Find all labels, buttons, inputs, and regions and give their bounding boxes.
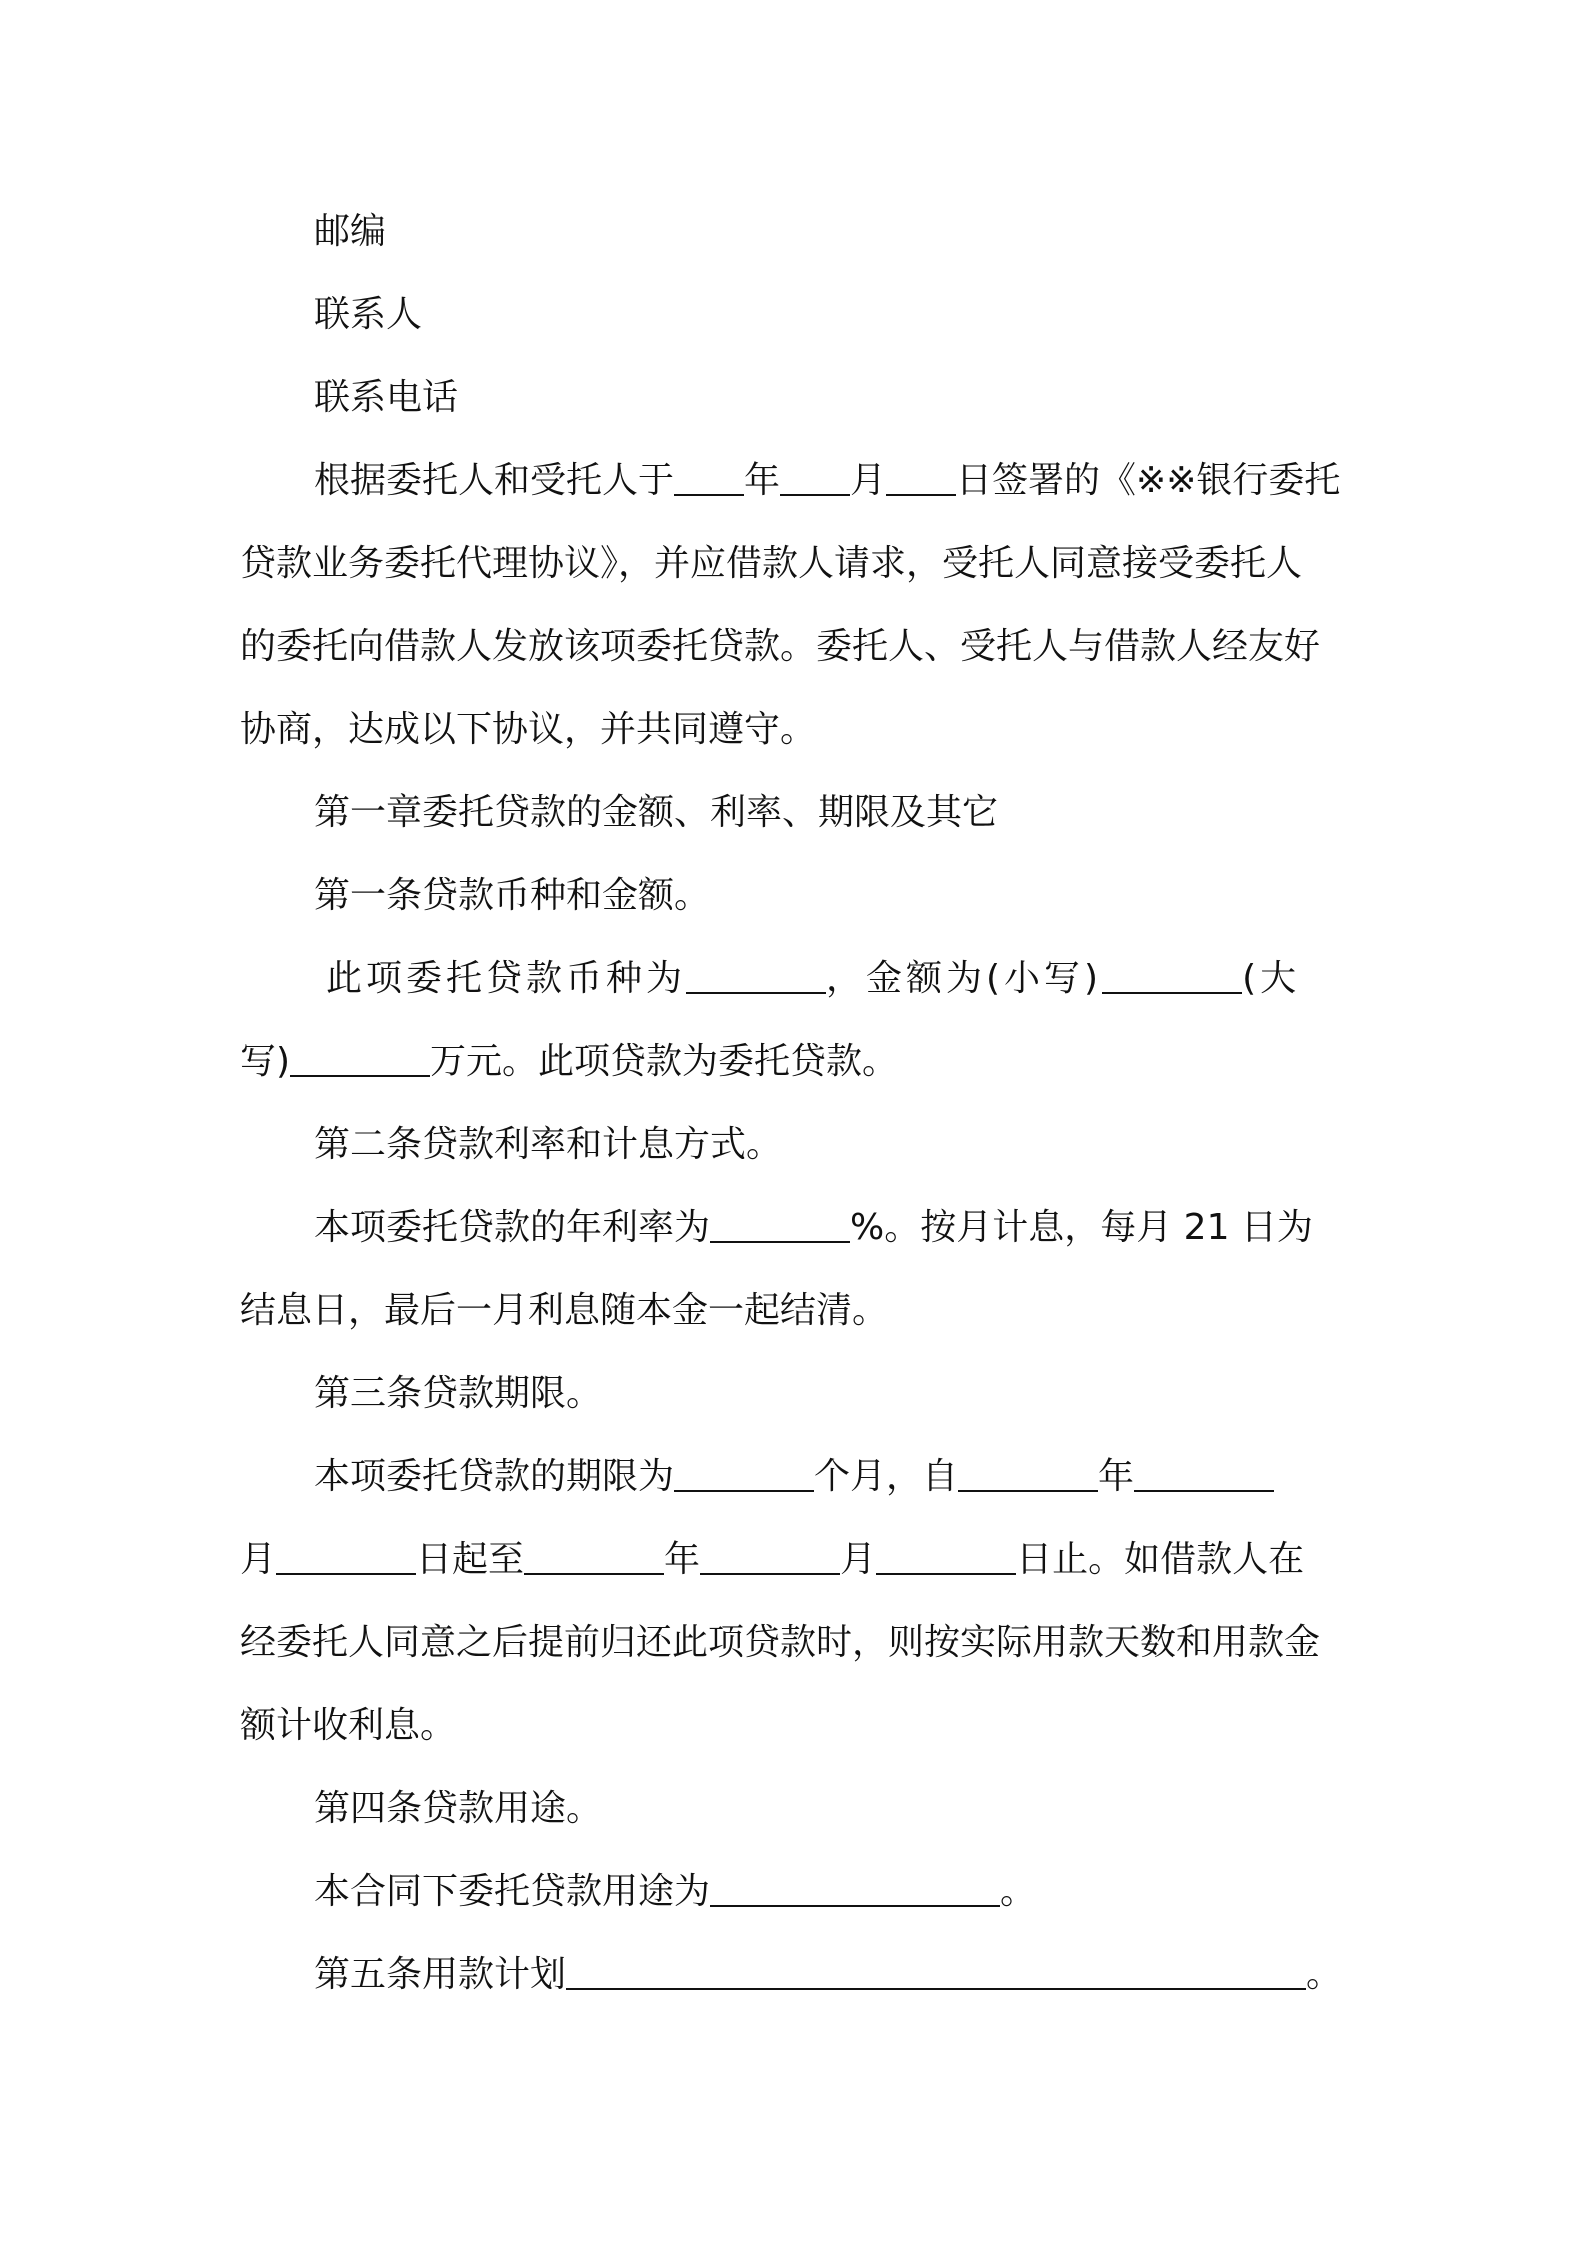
blank-usage-plan <box>566 1952 1306 1990</box>
heading-text: 第四条贷款用途。 <box>314 1788 603 1829</box>
text-segment: 日止。如借款人在 <box>1016 1539 1305 1580</box>
blank-loan-purpose <box>710 1869 1000 1907</box>
blank-currency <box>686 956 826 994</box>
text-segment: 。 <box>1306 1954 1343 1995</box>
blank-amount-numeric <box>1102 956 1242 994</box>
text-segment: 个月，自 <box>814 1456 959 1497</box>
paragraph-line <box>240 1518 1350 1601</box>
paragraph-line <box>240 1435 1350 1518</box>
heading-text: 第二条贷款利率和计息方式。 <box>314 1124 783 1165</box>
heading-text: 第一条贷款币种和金额。 <box>314 875 711 916</box>
text-segment: 此项委托贷款币种为 <box>326 958 687 999</box>
field-label: 邮编 <box>314 211 387 252</box>
text-segment: 年 <box>664 1539 701 1580</box>
text-segment: 本项委托贷款的年利率为 <box>314 1207 711 1248</box>
blank-term-months <box>674 1454 814 1492</box>
blank-year <box>674 458 744 496</box>
text-segment: 协商，达成以下协议，并共同遵守。 <box>240 709 817 750</box>
text-segment: 年 <box>744 460 781 501</box>
text-segment: 万元。此项贷款为委托贷款。 <box>430 1041 899 1082</box>
heading-text: 第三条贷款期限。 <box>314 1373 603 1414</box>
text-segment: 第五条用款计划 <box>314 1954 567 1995</box>
paragraph-line <box>240 605 1350 688</box>
text-segment: 根据委托人和受托人于 <box>314 460 675 501</box>
article-heading <box>240 1933 1350 2016</box>
paragraph-line <box>240 1850 1350 1933</box>
paragraph-line <box>240 1020 1350 1103</box>
field-contact-person <box>240 273 1350 356</box>
paragraph-line <box>240 522 1350 605</box>
text-segment: 本合同下委托贷款用途为 <box>314 1871 711 1912</box>
text-segment: 的委托向借款人发放该项委托贷款。委托人、受托人与借款人经友好 <box>240 626 1321 667</box>
heading-text: 第一章委托贷款的金额、利率、期限及其它 <box>314 792 999 833</box>
paragraph-line <box>240 1601 1350 1684</box>
blank-start-year <box>958 1454 1098 1492</box>
paragraph-line <box>240 439 1350 522</box>
text-segment: 月 <box>840 1539 877 1580</box>
blank-end-month <box>700 1537 840 1575</box>
paragraph-line <box>240 1269 1350 1352</box>
blank-day <box>886 458 956 496</box>
field-contact-phone <box>240 356 1350 439</box>
text-segment: 写) <box>240 1041 291 1082</box>
paragraph-line <box>240 688 1350 771</box>
text-segment: 月 <box>240 1539 277 1580</box>
text-segment: 日起至 <box>416 1539 525 1580</box>
chapter-heading <box>240 771 1350 854</box>
paragraph-line <box>240 1186 1350 1269</box>
blank-amount-words <box>290 1039 430 1077</box>
document-body <box>240 190 1350 2016</box>
text-segment: 日签署的《※※银行委托 <box>956 460 1341 501</box>
blank-annual-rate <box>710 1205 850 1243</box>
field-postal-code <box>240 190 1350 273</box>
text-segment: 贷款业务委托代理协议》，并应借款人请求，受托人同意接受委托人 <box>240 543 1303 584</box>
text-segment: (大 <box>1242 958 1301 999</box>
text-segment: 。 <box>1000 1871 1037 1912</box>
text-segment: 额计收利息。 <box>240 1705 457 1746</box>
paragraph-line <box>240 937 1350 1020</box>
article-heading <box>240 1352 1350 1435</box>
field-label: 联系人 <box>314 294 423 335</box>
text-segment: 月 <box>850 460 887 501</box>
text-segment: ，金额为(小写) <box>826 958 1103 999</box>
article-heading <box>240 1767 1350 1850</box>
article-heading <box>240 854 1350 937</box>
blank-start-month <box>1134 1454 1274 1492</box>
field-label: 联系电话 <box>314 377 459 418</box>
blank-start-day <box>276 1537 416 1575</box>
text-segment: 本项委托贷款的期限为 <box>314 1456 675 1497</box>
blank-end-year <box>524 1537 664 1575</box>
blank-month <box>780 458 850 496</box>
text-segment: 年 <box>1098 1456 1135 1497</box>
text-segment: %。按月计息，每月 21 日为 <box>850 1207 1313 1248</box>
text-segment: 结息日，最后一月利息随本金一起结清。 <box>240 1290 889 1331</box>
article-heading <box>240 1103 1350 1186</box>
blank-end-day <box>876 1537 1016 1575</box>
paragraph-line <box>240 1684 1350 1767</box>
text-segment: 经委托人同意之后提前归还此项贷款时，则按实际用款天数和用款金 <box>240 1622 1321 1663</box>
